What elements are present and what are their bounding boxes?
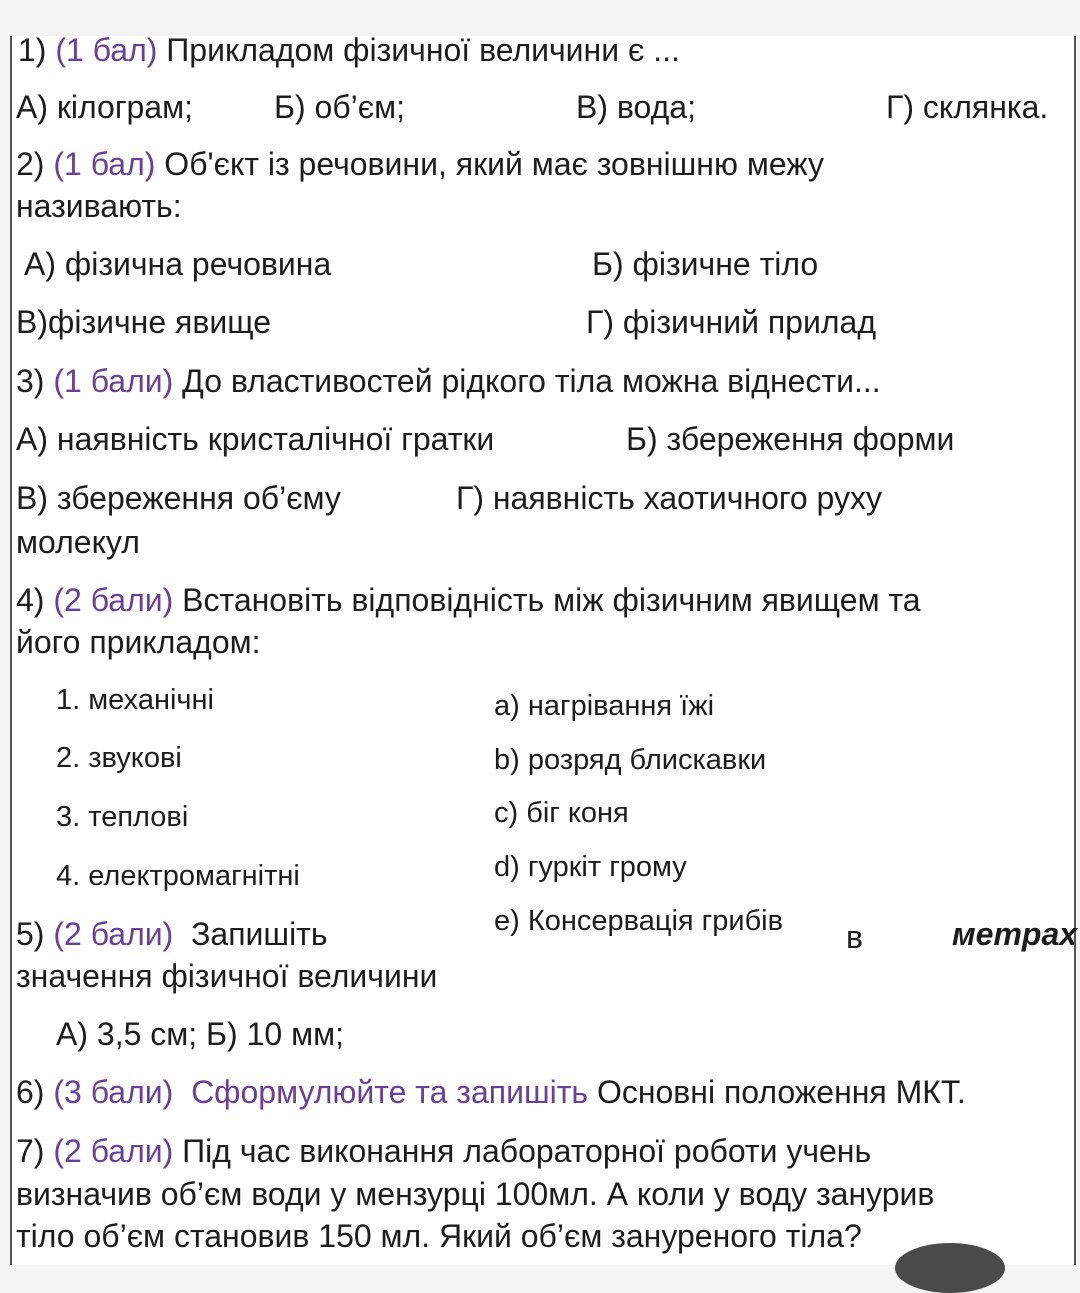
q3-points: (1 бали) [53, 363, 174, 399]
q7-points: (2 бали) [53, 1133, 174, 1169]
q2-option-d: Г) фізичний прилад [586, 304, 876, 340]
q7-text-line1: Під час виконання лабораторної роботи учень [182, 1133, 872, 1169]
q3-option-d: Г) наявність хаотичного руху [456, 480, 882, 516]
q1-option-b: Б) об’єм; [274, 89, 405, 125]
q4-left-item-2: 2. звукові [56, 742, 182, 774]
question-1 [18, 30, 680, 70]
q7-text-line2: визначив об’єм води у мензурці 100мл. А коли у воду занурив [16, 1176, 935, 1212]
q5-points: (2 бали) [53, 916, 174, 952]
q1-option-a: А) кілограм; [16, 89, 193, 125]
q4-right-item-a: a) нагрівання їжі [494, 690, 715, 722]
question-7 [16, 1131, 871, 1171]
q3-number: 3) [16, 363, 45, 399]
q5-options: А) 3,5 см; Б) 10 мм; [56, 1016, 344, 1052]
q5-text-line2: значення фізичної величини [16, 958, 438, 994]
q3-text: До властивостей рідкого тіла можна віднести... [182, 363, 881, 399]
q4-right-item-d: d) гуркіт грому [494, 851, 687, 883]
q1-points: (1 бал) [55, 32, 158, 68]
q3-option-d-continuation: молекул [16, 524, 140, 560]
q6-text: Основні положення МКТ. [596, 1074, 966, 1110]
q1-number: 1) [18, 32, 47, 68]
q5-text-line1: Запишіть [191, 916, 328, 952]
q4-right-item-e: e) Консервація грибів [494, 905, 784, 937]
q1-option-d: Г) склянка. [886, 89, 1049, 125]
q1-text: Прикладом фізичної величини є ... [166, 32, 680, 68]
q4-left-item-1: 1. механічні [56, 684, 214, 716]
q3-option-c: В) збереження об’єму [16, 480, 341, 516]
q4-text-line2: його прикладом: [16, 624, 261, 660]
q6-points: (3 бали) [53, 1074, 174, 1110]
question-3 [16, 361, 881, 401]
q5-word-meters: метрах [952, 916, 1078, 952]
q6-task: Сформулюйте та запишіть [191, 1074, 589, 1110]
question-2 [16, 144, 824, 184]
q3-option-a: А) наявність кристалічної гратки [16, 421, 495, 457]
worksheet-page [10, 32, 1078, 1265]
q4-right-item-b: b) розряд блискавки [494, 744, 767, 776]
q7-number: 7) [16, 1133, 45, 1169]
q2-text-line1: Об'єкт із речовини, який має зовнішню межу [164, 146, 825, 182]
q4-text-line1: Встановіть відповідність між фізичним явищем та [182, 582, 921, 618]
q2-option-b: Б) фізичне тіло [592, 246, 819, 282]
q5-number: 5) [16, 916, 45, 952]
question-4 [16, 580, 921, 620]
q3-option-b: Б) збереження форми [626, 421, 955, 457]
q2-points: (1 бал) [53, 146, 156, 182]
q2-option-a: А) фізична речовина [24, 246, 332, 282]
q7-text-line3: тіло об’єм становив 150 мл. Який об’єм зануреного тіла? [16, 1218, 862, 1254]
q5-word-v: в [846, 919, 863, 955]
q4-points: (2 бали) [53, 582, 174, 618]
question-6 [16, 1072, 966, 1112]
q2-text-line2: називають: [16, 188, 182, 224]
q2-option-c: В)фізичне явище [16, 304, 271, 340]
q2-number: 2) [16, 146, 45, 182]
q4-left-item-4: 4. електромагнітні [56, 860, 300, 892]
touch-indicator [895, 1243, 1005, 1293]
question-5 [16, 914, 328, 954]
q4-right-item-c: c) біг коня [494, 797, 629, 829]
q1-option-c: В) вода; [576, 89, 696, 125]
q4-left-item-3: 3. теплові [56, 801, 189, 833]
q6-number: 6) [16, 1074, 45, 1110]
q4-number: 4) [16, 582, 45, 618]
